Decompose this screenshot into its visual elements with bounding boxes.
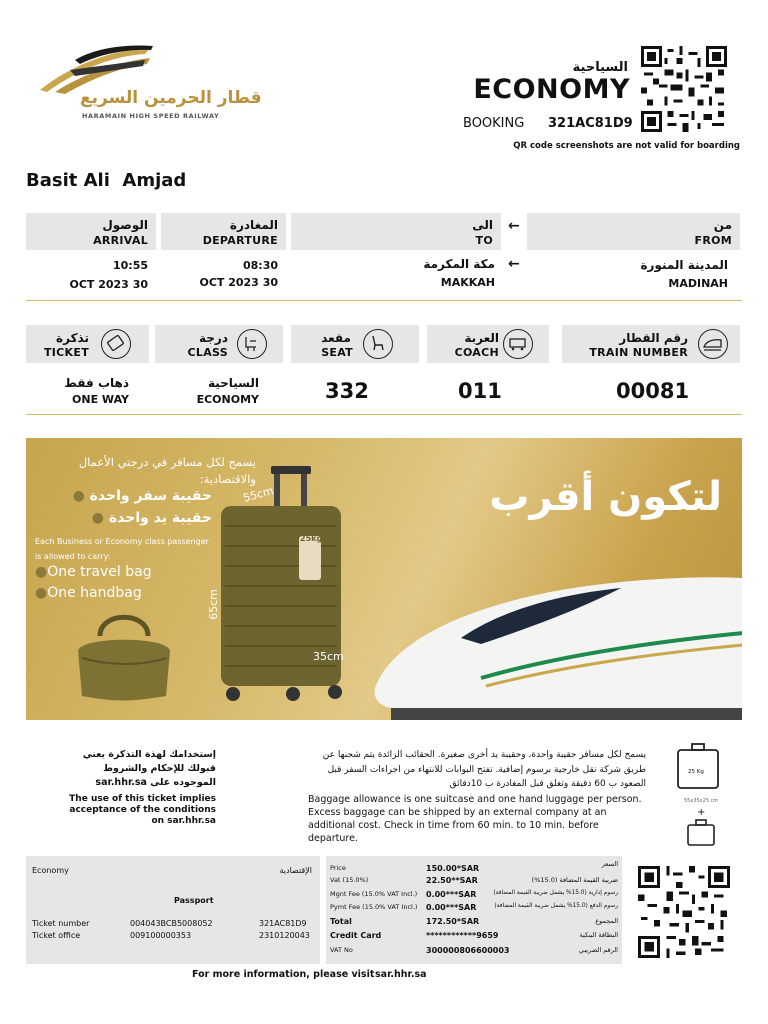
ticket-number-code: 321AC81D9 xyxy=(259,919,307,928)
booking-label: BOOKING xyxy=(463,116,525,131)
logo xyxy=(30,40,262,125)
banner-arabic-bag2: حقيبة يد واحدة ● xyxy=(91,510,212,526)
arrow-left-icon: ← xyxy=(508,256,520,272)
suitcase-weight: 25 Kg xyxy=(688,769,704,775)
from-city-arabic: المدينة المنورة xyxy=(640,258,728,272)
ticket-number-value: 004043BCB5008052 xyxy=(130,919,213,928)
arrow-left-icon: ← xyxy=(508,218,520,234)
divider xyxy=(26,300,742,301)
train-icon xyxy=(698,329,728,359)
terms-arabic-usage: إستخدامك لهذة التذكرة يعني قبولك للإحكام والشروط الموجوده على sar.hhr.sa xyxy=(82,749,216,788)
terms-english-baggage: Baggage allowance is one suitcase and one hand luggage per person. Excess baggage can be shipped by an external company at an additional cost. Check in time from 60 min. to 10 min. before departure. xyxy=(308,794,642,844)
receipt-right xyxy=(326,856,622,964)
banner-english-bag1: ●One travel bag xyxy=(35,564,152,580)
dimension-depth: 35cm xyxy=(313,650,344,663)
receipt-row: Price 150.00*SAR السعر xyxy=(330,860,618,873)
passenger-name: Basit Ali Amjad xyxy=(26,170,187,191)
receipt-row: Credit Card ************9659 البطاقة البنكية xyxy=(330,931,618,940)
arrival-time: 10:55 xyxy=(112,259,148,272)
ticket-value-english: ONE WAY xyxy=(72,393,129,406)
qr-code-icon xyxy=(641,46,727,132)
to-city-english: MAKKAH xyxy=(440,276,495,289)
coach-icon xyxy=(503,329,533,359)
class-arabic: السياحية xyxy=(572,60,628,75)
ticket-icon xyxy=(101,329,131,359)
class-value-english: ECONOMY xyxy=(196,393,259,406)
banner-english-intro: Each Business or Economy class passenger is allowed to carry: xyxy=(35,537,209,561)
banner-arabic-intro: يسمح لكل مسافر في درجتي الأعمال والاقتصادية: xyxy=(78,455,256,486)
receipt-row: Vat (15.0%) 22.50**SAR ضريبة القيمة المضافة (15.0%) xyxy=(330,876,618,885)
qr-note: QR code screenshots are not valid for boarding xyxy=(513,141,740,151)
train-number-value: 00081 xyxy=(616,379,690,403)
seat-icon xyxy=(363,329,393,359)
logo-english: HARAMAIN HIGH SPEED RAILWAY xyxy=(82,112,220,120)
suitcase-icon xyxy=(211,466,361,706)
receipt-row: Pymt Fee (15.0% VAT Incl.) 0.00***SAR رسوم الدفع (15.0% يشمل ضريبة القيمة المضافة) xyxy=(330,903,618,912)
arrival-header: الوصول ARRIVAL xyxy=(26,213,156,250)
plus-icon: + xyxy=(697,807,706,818)
footer-link[interactable]: sar.hhr.sa xyxy=(375,969,427,980)
baggage-banner xyxy=(26,438,742,720)
to-city-arabic: مكة المكرمة xyxy=(423,257,495,271)
ticket-number-label: Ticket number xyxy=(32,919,90,928)
bullet-icon: ● xyxy=(72,488,85,504)
booking-code: 321AC81D9 xyxy=(548,116,633,131)
terms-english-usage: The use of this ticket implies acceptance of the conditions on sar.hhr.sa xyxy=(69,794,216,826)
train-image xyxy=(371,548,742,720)
banner-slogan: لتكون أقرب xyxy=(489,474,722,520)
handbag-icon xyxy=(70,596,178,704)
class-english: ECONOMY xyxy=(473,74,630,105)
departure-time: 08:30 xyxy=(242,259,278,272)
ticket-value-arabic: ذهاب فقط xyxy=(64,376,129,390)
passport-label: Passport xyxy=(174,896,214,905)
seat-value: 332 xyxy=(325,379,369,403)
receipt-row: Total 172.50*SAR المجموع xyxy=(330,917,618,926)
class-header: درجة CLASS xyxy=(155,325,283,363)
suitcase-icon xyxy=(674,742,722,790)
receipt-class-english: Economy xyxy=(32,866,69,875)
receipt-left xyxy=(26,856,320,964)
receipt-row: Mgnt Fee (15.0% VAT Incl.) 0.00***SAR رسوم إدارية (15.0% يشمل ضريبة القيمة المضافة) xyxy=(330,890,618,899)
logo-arabic: قطار الحرمين السريع xyxy=(80,88,262,108)
receipt-class-arabic: الإقتصادية xyxy=(279,866,312,875)
receipt-row: VAT No 300000806600003 الرقم الضريبي xyxy=(330,946,618,955)
handbag-small-icon xyxy=(686,818,716,848)
from-city-english: MADINAH xyxy=(668,277,728,290)
dimension-height: 65cm xyxy=(206,589,220,620)
ticket-office-code: 2310120043 xyxy=(259,931,310,940)
ticket-header: تذكرة TICKET xyxy=(26,325,149,363)
qr-code-icon xyxy=(638,866,730,958)
seat-header: مقعد SEAT xyxy=(291,325,419,363)
to-header: الى TO xyxy=(291,213,501,250)
seat-class-icon xyxy=(237,329,267,359)
divider xyxy=(26,414,742,415)
class-value-arabic: السياحية xyxy=(207,376,259,390)
bullet-icon: ● xyxy=(35,564,48,580)
ticket-office-label: Ticket office xyxy=(32,931,81,940)
coach-value: 011 xyxy=(458,379,502,403)
departure-date: 30 OCT 2023 xyxy=(199,276,278,289)
tag-weight: 25kg xyxy=(300,534,323,543)
bullet-icon: ● xyxy=(91,510,104,526)
arrival-date: 30 OCT 2023 xyxy=(69,278,148,291)
coach-header: العربة COACH xyxy=(427,325,549,363)
bullet-icon: ● xyxy=(35,585,48,601)
departure-header: المغادرة DEPARTURE xyxy=(161,213,286,250)
footer-text: For more information, please visit xyxy=(192,969,375,980)
banner-arabic-bag1: حقيبة سفر واحدة ● xyxy=(72,488,212,504)
terms-arabic-baggage: يسمح لكل مسافر حقيبة واحدة، وحقيبة يد أخرى صغيرة. الحقائب الزائدة يتم شحنها عن طريق شركة نقل خارجية برسوم إضافية. تفتح البوابات للانتهاء من اجراءات السفر قبل الصعود ب 60 دقيقة وتغلق قبل المغادرة ب 10دقائق xyxy=(322,750,646,789)
banner-english-bag2: ●One handbag xyxy=(35,585,142,601)
train-number-header: رقم القطار TRAIN NUMBER xyxy=(562,325,740,363)
dimension-width: 55cm xyxy=(241,484,275,505)
train-logo-icon xyxy=(35,40,155,95)
suitcase-dimensions: 55x35x25 cm xyxy=(684,798,719,804)
ticket-office-value: 009100000353 xyxy=(130,931,192,940)
from-header: من FROM xyxy=(527,213,740,250)
